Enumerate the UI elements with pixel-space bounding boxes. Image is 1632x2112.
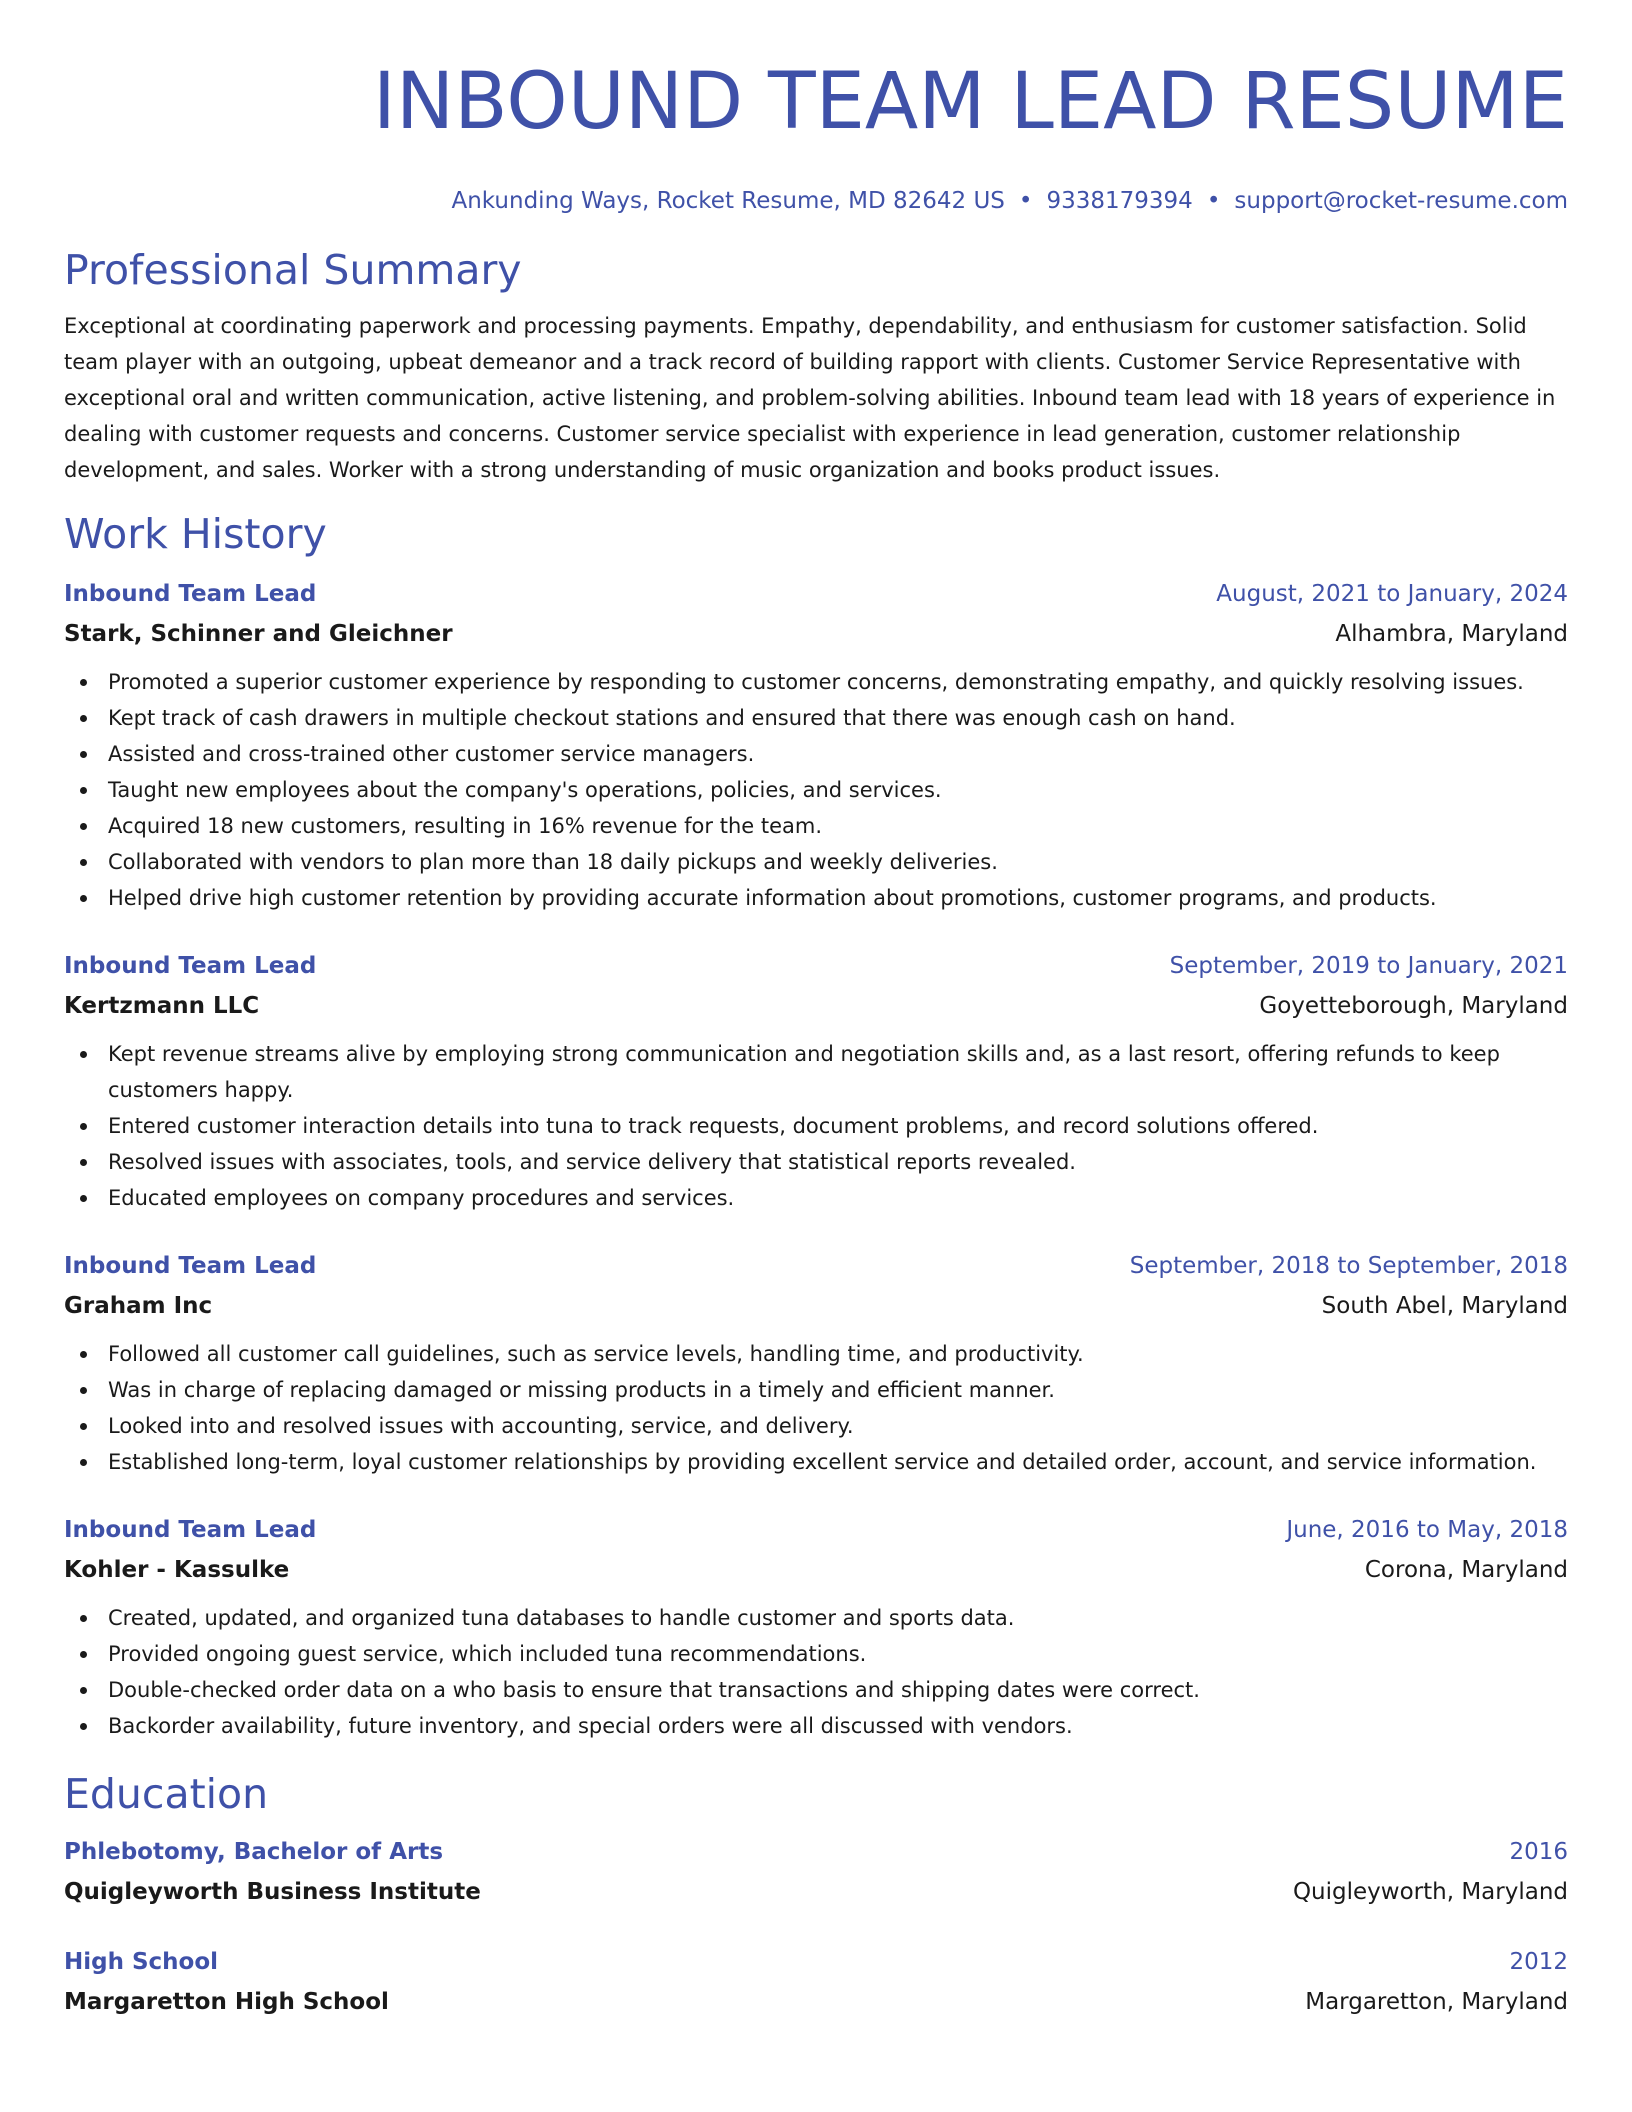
job-bullet-text: Entered customer interaction details into tuna to track requests, document problems, and record solutions offered.	[108, 1114, 1319, 1138]
job-entry	[64, 946, 1568, 1216]
bullet-dot-icon	[80, 1051, 87, 1058]
education-heading: Education	[64, 1770, 269, 1818]
job-bullet-text: Taught new employees about the company's operations, policies, and services.	[108, 778, 942, 802]
job-bullet-text: Was in charge of replacing damaged or missing products in a timely and efficient manner.	[108, 1378, 1055, 1402]
bullet-dot-icon	[80, 1351, 87, 1358]
education-school: Quigleyworth Business Institute	[64, 1879, 481, 1905]
job-bullet-text: Educated employees on company procedures and services.	[108, 1186, 735, 1210]
education-header-row	[64, 1832, 1568, 1872]
bullet-dot-icon	[80, 1195, 87, 1202]
job-location: Goyetteborough, Maryland	[1259, 993, 1568, 1019]
education-school: Margaretton High School	[64, 1989, 389, 2015]
bullet-dot-icon	[80, 1459, 87, 1466]
contact-separator: •	[1018, 188, 1033, 214]
education-location: Margaretton, Maryland	[1305, 1989, 1568, 2015]
job-bullet	[64, 1036, 1568, 1108]
bullet-dot-icon	[80, 1615, 87, 1622]
job-bullet	[64, 1108, 1568, 1144]
job-bullet-text: Kept revenue streams alive by employing strong communication and negotiation skills and, as a last resort, offering refunds to keep customers happy.	[108, 1042, 1500, 1102]
job-header-row	[64, 946, 1568, 986]
bullet-dot-icon	[80, 823, 87, 830]
job-bullet-text: Created, updated, and organized tuna databases to handle customer and sports data.	[108, 1606, 1015, 1630]
job-bullet	[64, 700, 1568, 736]
job-bullet-text: Backorder availability, future inventory, and special orders were all discussed with vendors.	[108, 1714, 1073, 1738]
job-bullet-text: Provided ongoing guest service, which included tuna recommendations.	[108, 1642, 867, 1666]
education-year: 2012	[1509, 1949, 1568, 1975]
job-dates: September, 2018 to September, 2018	[1129, 1253, 1568, 1279]
job-company-row	[64, 986, 1568, 1026]
job-bullets	[64, 1600, 1568, 1744]
job-bullet	[64, 1444, 1568, 1480]
job-bullet	[64, 664, 1568, 700]
contact-email[interactable]: support@rocket-resume.com	[1234, 188, 1568, 214]
job-location: South Abel, Maryland	[1321, 1293, 1568, 1319]
job-company-row	[64, 1286, 1568, 1326]
education-school-row	[64, 1982, 1568, 2022]
job-bullet	[64, 880, 1568, 916]
job-entry	[64, 1246, 1568, 1480]
bullet-dot-icon	[80, 1687, 87, 1694]
education-school-row	[64, 1872, 1568, 1912]
job-bullet	[64, 736, 1568, 772]
bullet-dot-icon	[80, 1723, 87, 1730]
job-company: Kohler - Kassulke	[64, 1557, 290, 1583]
job-bullet	[64, 1672, 1568, 1708]
bullet-dot-icon	[80, 679, 87, 686]
job-bullet	[64, 844, 1568, 880]
bullet-dot-icon	[80, 1423, 87, 1430]
job-bullet-text: Collaborated with vendors to plan more than 18 daily pickups and weekly deliveries.	[108, 850, 998, 874]
summary-heading: Professional Summary	[64, 246, 522, 294]
job-company-row	[64, 1550, 1568, 1590]
job-bullet-text: Acquired 18 new customers, resulting in 16% revenue for the team.	[108, 814, 822, 838]
job-location: Corona, Maryland	[1364, 1557, 1568, 1583]
job-bullet-text: Assisted and cross-trained other customer service managers.	[108, 742, 755, 766]
education-year: 2016	[1509, 1839, 1568, 1865]
job-bullet	[64, 772, 1568, 808]
job-entry	[64, 574, 1568, 916]
education-location: Quigleyworth, Maryland	[1292, 1879, 1568, 1905]
job-entry	[64, 1510, 1568, 1744]
education-degree: Phlebotomy, Bachelor of Arts	[64, 1839, 444, 1865]
job-dates: September, 2019 to January, 2021	[1169, 953, 1568, 979]
contact-phone: 9338179394	[1046, 188, 1193, 214]
bullet-dot-icon	[80, 895, 87, 902]
job-bullet-text: Promoted a superior customer experience by responding to customer concerns, demonstrating empathy, and quickly resolving issues.	[108, 670, 1524, 694]
job-bullet-text: Double-checked order data on a who basis to ensure that transactions and shipping dates were correct.	[108, 1678, 1200, 1702]
job-dates: August, 2021 to January, 2024	[1216, 581, 1568, 607]
job-bullet	[64, 1708, 1568, 1744]
summary-text: Exceptional at coordinating paperwork and processing payments. Empathy, dependability, and enthusiasm for customer satisfaction. Solid team player with an outgoing, upbeat demeanor and a track record of building rapport with clients. Customer Service Representative with exceptional oral and written communication, active listening, and problem-solving abilities. Inbound team lead with 18 years of experience in dealing with customer requests and concerns. Customer service specialist with experience in lead generation, customer relationship development, and sales. Worker with a strong understanding of music organization and books product issues.	[64, 314, 1556, 482]
job-bullet	[64, 1636, 1568, 1672]
bullet-dot-icon	[80, 1159, 87, 1166]
job-bullet	[64, 808, 1568, 844]
job-role: Inbound Team Lead	[64, 1517, 317, 1543]
bullet-dot-icon	[80, 715, 87, 722]
education-entry	[64, 1942, 1568, 2022]
contact-separator: •	[1206, 188, 1221, 214]
bullet-dot-icon	[80, 1387, 87, 1394]
job-bullet-text: Followed all customer call guidelines, such as service levels, handling time, and productivity.	[108, 1342, 1084, 1366]
bullet-dot-icon	[80, 787, 87, 794]
resume-title: INBOUND TEAM LEAD RESUME	[372, 57, 1568, 147]
job-bullet-text: Looked into and resolved issues with accounting, service, and delivery.	[108, 1414, 854, 1438]
job-location: Alhambra, Maryland	[1335, 621, 1568, 647]
contact-address: Ankunding Ways, Rocket Resume, MD 82642 US	[451, 188, 1005, 214]
work-history-heading: Work History	[64, 510, 327, 558]
job-role: Inbound Team Lead	[64, 581, 317, 607]
job-bullets	[64, 1336, 1568, 1480]
job-company: Kertzmann LLC	[64, 993, 260, 1019]
job-header-row	[64, 574, 1568, 614]
job-bullet-text: Helped drive high customer retention by providing accurate information about promotions, customer programs, and products.	[108, 886, 1437, 910]
job-company: Graham Inc	[64, 1293, 213, 1319]
job-role: Inbound Team Lead	[64, 1253, 317, 1279]
job-header-row	[64, 1246, 1568, 1286]
job-bullet	[64, 1336, 1568, 1372]
bullet-dot-icon	[80, 859, 87, 866]
job-bullet-text: Kept track of cash drawers in multiple checkout stations and ensured that there was enough cash on hand.	[108, 706, 1236, 730]
education-header-row	[64, 1942, 1568, 1982]
job-dates: June, 2016 to May, 2018	[1286, 1517, 1568, 1543]
job-bullets	[64, 1036, 1568, 1216]
job-company: Stark, Schinner and Gleichner	[64, 621, 453, 647]
bullet-dot-icon	[80, 751, 87, 758]
job-header-row	[64, 1510, 1568, 1550]
job-bullet-text: Resolved issues with associates, tools, and service delivery that statistical reports revealed.	[108, 1150, 1076, 1174]
job-bullet	[64, 1408, 1568, 1444]
job-bullet	[64, 1144, 1568, 1180]
job-bullets	[64, 664, 1568, 916]
job-company-row	[64, 614, 1568, 654]
job-bullet	[64, 1180, 1568, 1216]
job-bullet	[64, 1600, 1568, 1636]
bullet-dot-icon	[80, 1651, 87, 1658]
job-bullet-text: Established long-term, loyal customer relationships by providing excellent service and detailed order, account, and service information.	[108, 1450, 1537, 1474]
education-degree: High School	[64, 1949, 219, 1975]
bullet-dot-icon	[80, 1123, 87, 1130]
education-entry	[64, 1832, 1568, 1912]
contact-line	[64, 186, 1568, 216]
job-role: Inbound Team Lead	[64, 953, 317, 979]
job-bullet	[64, 1372, 1568, 1408]
